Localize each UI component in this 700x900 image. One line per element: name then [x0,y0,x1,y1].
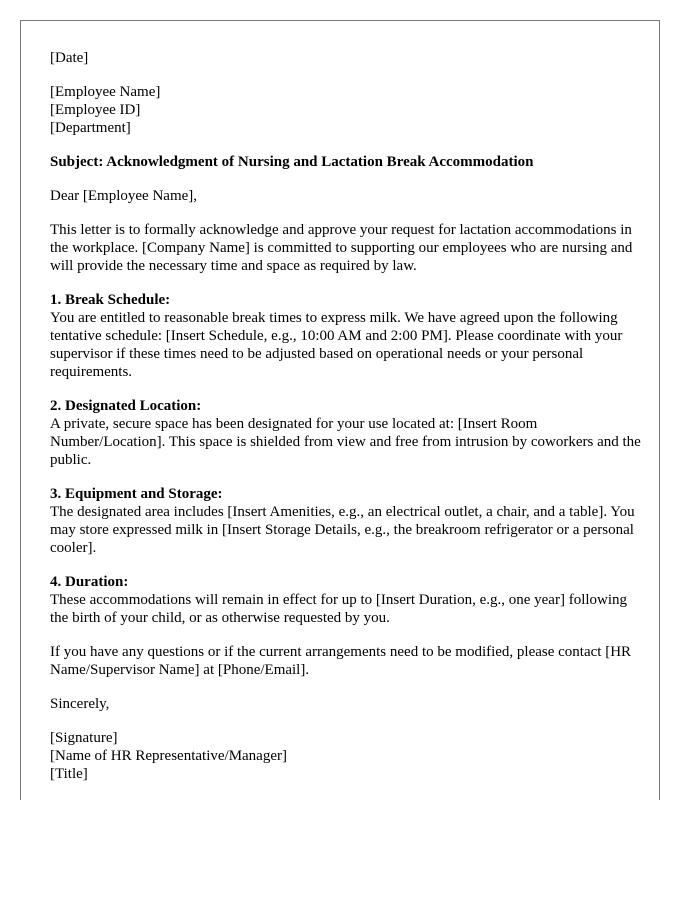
signature-line: [Signature] [50,730,118,746]
closing-paragraph: If you have any questions or if the current arrangements need to be modified, please contact [HR Name/Supervisor Name] at [Phone/Email]. [50,644,632,678]
signature-block [50,729,642,783]
section-break-schedule [50,291,642,381]
section-title: 4. Duration: [50,574,129,590]
section-equipment-storage [50,485,642,557]
date-block [50,49,642,67]
section-title: 1. Break Schedule: [50,292,171,308]
subject-line: Subject: Acknowledgment of Nursing and Lactation Break Accommodation [50,154,534,170]
employee-name-line: [Employee Name] [50,84,161,100]
letter-page [20,20,660,800]
signer-name-line: [Name of HR Representative/Manager] [50,748,287,764]
date-line: [Date] [50,50,89,66]
section-body: A private, secure space has been designated for your use located at: [Insert Room Number/Location]. This space is shielded from view and free from intrusion by coworkers and the public. [50,416,641,468]
sign-off: Sincerely, [50,696,110,712]
intro-paragraph: This letter is to formally acknowledge and approve your request for lactation accommodations in the workplace. [Company Name] is committed to supporting our employees who are nursing and will provide the necessary time and space as required by law. [50,222,633,274]
section-title: 3. Equipment and Storage: [50,486,223,502]
section-title: 2. Designated Location: [50,398,202,414]
section-designated-location [50,397,642,469]
letter-content [50,49,642,799]
recipient-block [50,83,642,137]
section-body: You are entitled to reasonable break times to express milk. We have agreed upon the following tentative schedule: [Insert Schedule, e.g., 10:00 AM and 2:00 PM]. Please coordinate with your supervisor if these times need to be adjusted based on operational needs or your personal requirements. [50,310,623,380]
signer-title-line: [Title] [50,766,88,782]
department-line: [Department] [50,120,131,136]
employee-id-line: [Employee ID] [50,102,141,118]
section-body: These accommodations will remain in effect for up to [Insert Duration, e.g., one year] following the birth of your child, or as otherwise requested by you. [50,592,628,626]
salutation: Dear [Employee Name], [50,188,198,204]
section-body: The designated area includes [Insert Amenities, e.g., an electrical outlet, a chair, and a table]. You may store expressed milk in [Insert Storage Details, e.g., the breakroom refrigerator or a personal cooler]. [50,504,635,556]
section-duration [50,573,642,627]
